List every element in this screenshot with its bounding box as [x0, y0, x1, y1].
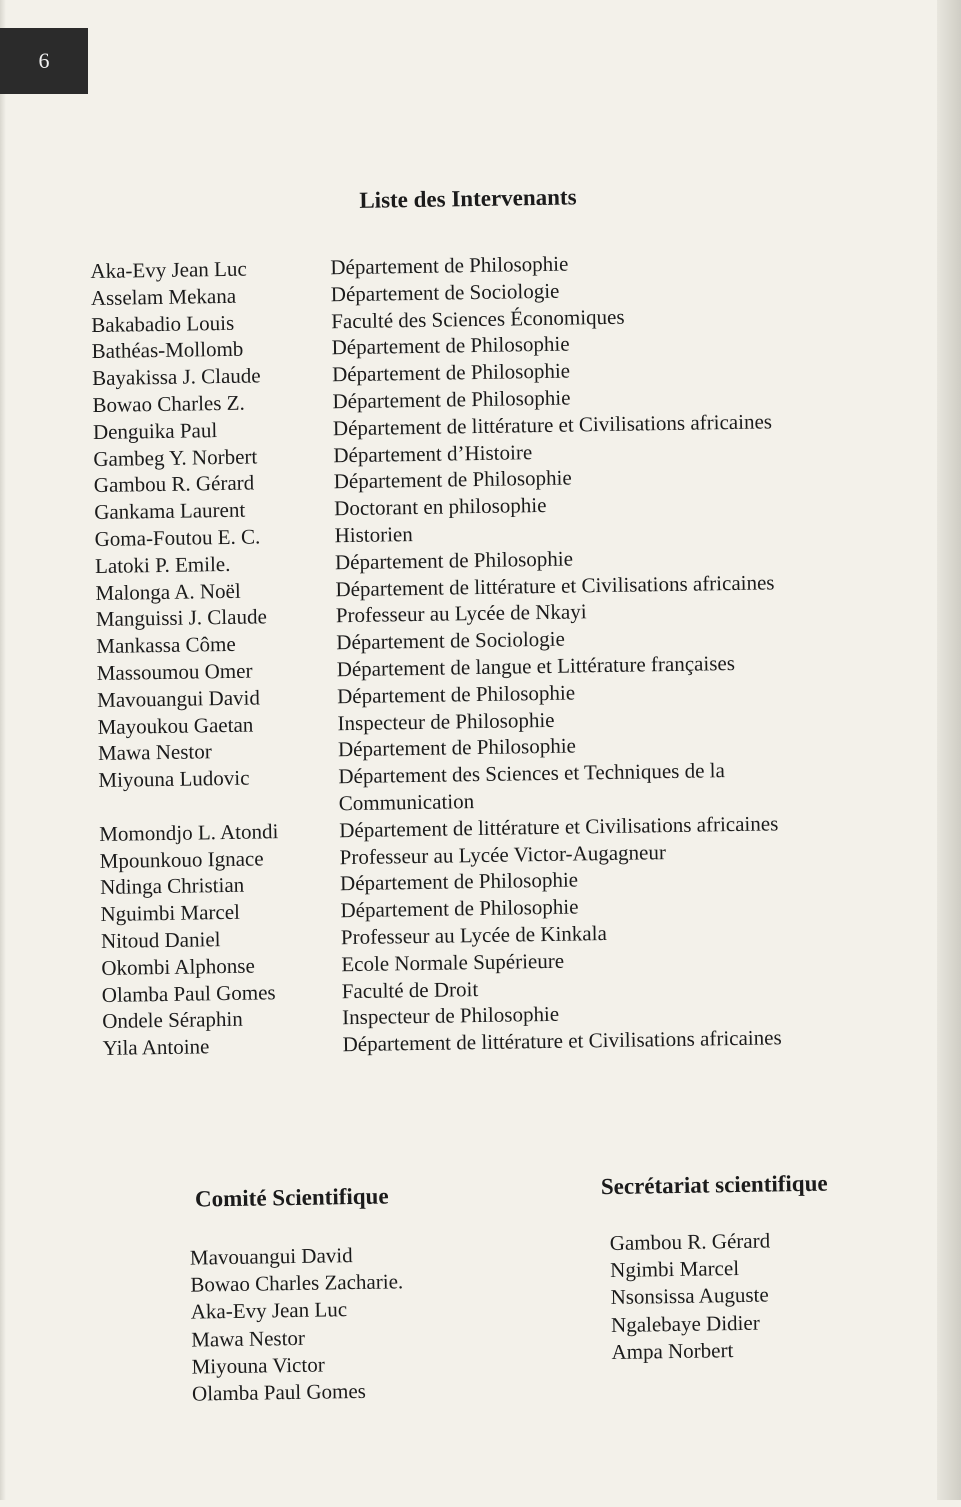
participant-affiliation: Département de Philosophie [333, 465, 572, 494]
committee-member: Miyouna Victor [191, 1352, 325, 1379]
participant-affiliation: Inspecteur de Philosophie [341, 1002, 560, 1030]
participant-affiliation: Département de Sociologie [330, 278, 560, 307]
participant-name: Olamba Paul Gomes [101, 979, 276, 1007]
committee-member: Aka-Evy Jean Luc [190, 1297, 348, 1325]
participant-affiliation: Faculté de Droit [341, 976, 479, 1003]
participant-name: Manguissi J. Claude [95, 604, 267, 632]
participant-affiliation: Faculté des Sciences Économiques [331, 304, 625, 333]
participant-name: Bowao Charles Z. [92, 390, 245, 418]
secretariat-member: Ampa Norbert [611, 1337, 734, 1364]
participant-affiliation: Professeur au Lycée de Kinkala [340, 920, 607, 950]
participant-name: Ndinga Christian [99, 873, 245, 900]
participant-affiliation: Département de Philosophie [332, 385, 571, 414]
participant-name: Goma-Foutou E. C. [94, 524, 261, 551]
participant-affiliation: Département de littérature et Civilisations africaines [335, 569, 775, 601]
participant-affiliation: Département de littérature et Civilisations africaines [339, 811, 779, 842]
participant-affiliation: Département de Philosophie [330, 251, 569, 280]
participant-affiliation: Département d’Histoire [333, 439, 533, 467]
participant-name: Miyouna Ludovic [98, 765, 250, 793]
participant-name: Mavouangui David [96, 685, 261, 712]
participant-affiliation: Département de Philosophie [336, 680, 576, 708]
participant-affiliation: Ecole Normale Supérieure [341, 948, 565, 976]
participant-affiliation: Département de Sociologie [336, 626, 566, 655]
participant-affiliation: Département de Philosophie [331, 331, 570, 360]
participant-name [99, 790, 339, 821]
participants-title: Liste des Intervenants [359, 184, 577, 213]
participant-name: Bathéas-Mollomb [91, 337, 244, 364]
participant-affiliation: Département de littérature et Civilisations africaines [342, 1025, 782, 1057]
participant-affiliation: Inspecteur de Philosophie [337, 707, 555, 735]
participant-name: Latoki P. Emile. [94, 551, 231, 578]
participant-name: Gankama Laurent [94, 497, 246, 525]
secretariat-member: Ngalebaye Didier [610, 1310, 760, 1337]
participant-name: Massoumou Omer [96, 658, 253, 685]
participant-name: Aka-Evy Jean Luc [90, 256, 247, 284]
participant-name: Okombi Alphonse [101, 953, 255, 980]
participant-name: Mawa Nestor [97, 739, 212, 766]
participant-name: Denguika Paul [92, 417, 218, 444]
participant-affiliation: Doctorant en philosophie [333, 493, 547, 521]
participant-affiliation: Historien [334, 521, 413, 548]
page-number: 6 [38, 48, 50, 73]
participant-name: Momondjo L. Atondi [99, 818, 279, 846]
participant-affiliation: Département de Philosophie [334, 546, 574, 575]
participant-name: Yila Antoine [102, 1034, 210, 1061]
participant-affiliation: Département de langue et Littérature françaises [336, 650, 736, 682]
participant-name: Bayakissa J. Claude [91, 363, 261, 391]
committee-member: Mawa Nestor [191, 1325, 306, 1352]
participant-name: Bakabadio Louis [91, 310, 235, 337]
participant-affiliation: Département des Sciences et Techniques de la [338, 758, 726, 789]
secretariat-title: Secrétariat scientifique [600, 1170, 828, 1200]
participant-affiliation: Département de Philosophie [337, 733, 577, 762]
participant-name: Mayoukou Gaetan [97, 712, 254, 739]
secretariat-member: Gambou R. Gérard [609, 1228, 771, 1256]
participant-name: Nguimbi Marcel [100, 899, 241, 927]
participants-list [90, 246, 883, 1062]
committee-member: Mavouangui David [189, 1243, 353, 1270]
participant-affiliation: Département de Philosophie [340, 894, 579, 923]
participant-affiliation: Département de Philosophie [339, 867, 579, 896]
participant-name: Asselam Mekana [90, 283, 237, 310]
participant-name: Mankassa Côme [96, 631, 236, 659]
participant-name: Ondele Séraphin [102, 1007, 243, 1034]
committee-list [190, 1241, 405, 1408]
participant-name: Mpounkouo Ignace [99, 845, 264, 873]
participant-name: Nitoud Daniel [100, 927, 221, 953]
participant-affiliation: Professeur au Lycée de Nkayi [335, 599, 587, 628]
participant-affiliation: Communication [338, 789, 475, 816]
committee-member: Olamba Paul Gomes [191, 1378, 367, 1406]
participant-name: Gambeg Y. Norbert [93, 444, 258, 471]
participant-affiliation: Département de Philosophie [331, 358, 571, 387]
participant-affiliation: Professeur au Lycée Victor-Augagneur [339, 839, 667, 869]
secretariat-member: Nsonsissa Auguste [610, 1282, 769, 1310]
secretariat-list [610, 1228, 772, 1367]
participant-affiliation: Département de littérature et Civilisations africaines [332, 409, 773, 441]
participant-name: Gambou R. Gérard [93, 470, 255, 498]
committee-title: Comité Scientifique [194, 1183, 389, 1212]
committee-member: Bowao Charles Zacharie. [190, 1269, 404, 1297]
participant-name: Malonga A. Noël [95, 578, 241, 605]
secretariat-member: Ngimbi Marcel [609, 1256, 740, 1283]
